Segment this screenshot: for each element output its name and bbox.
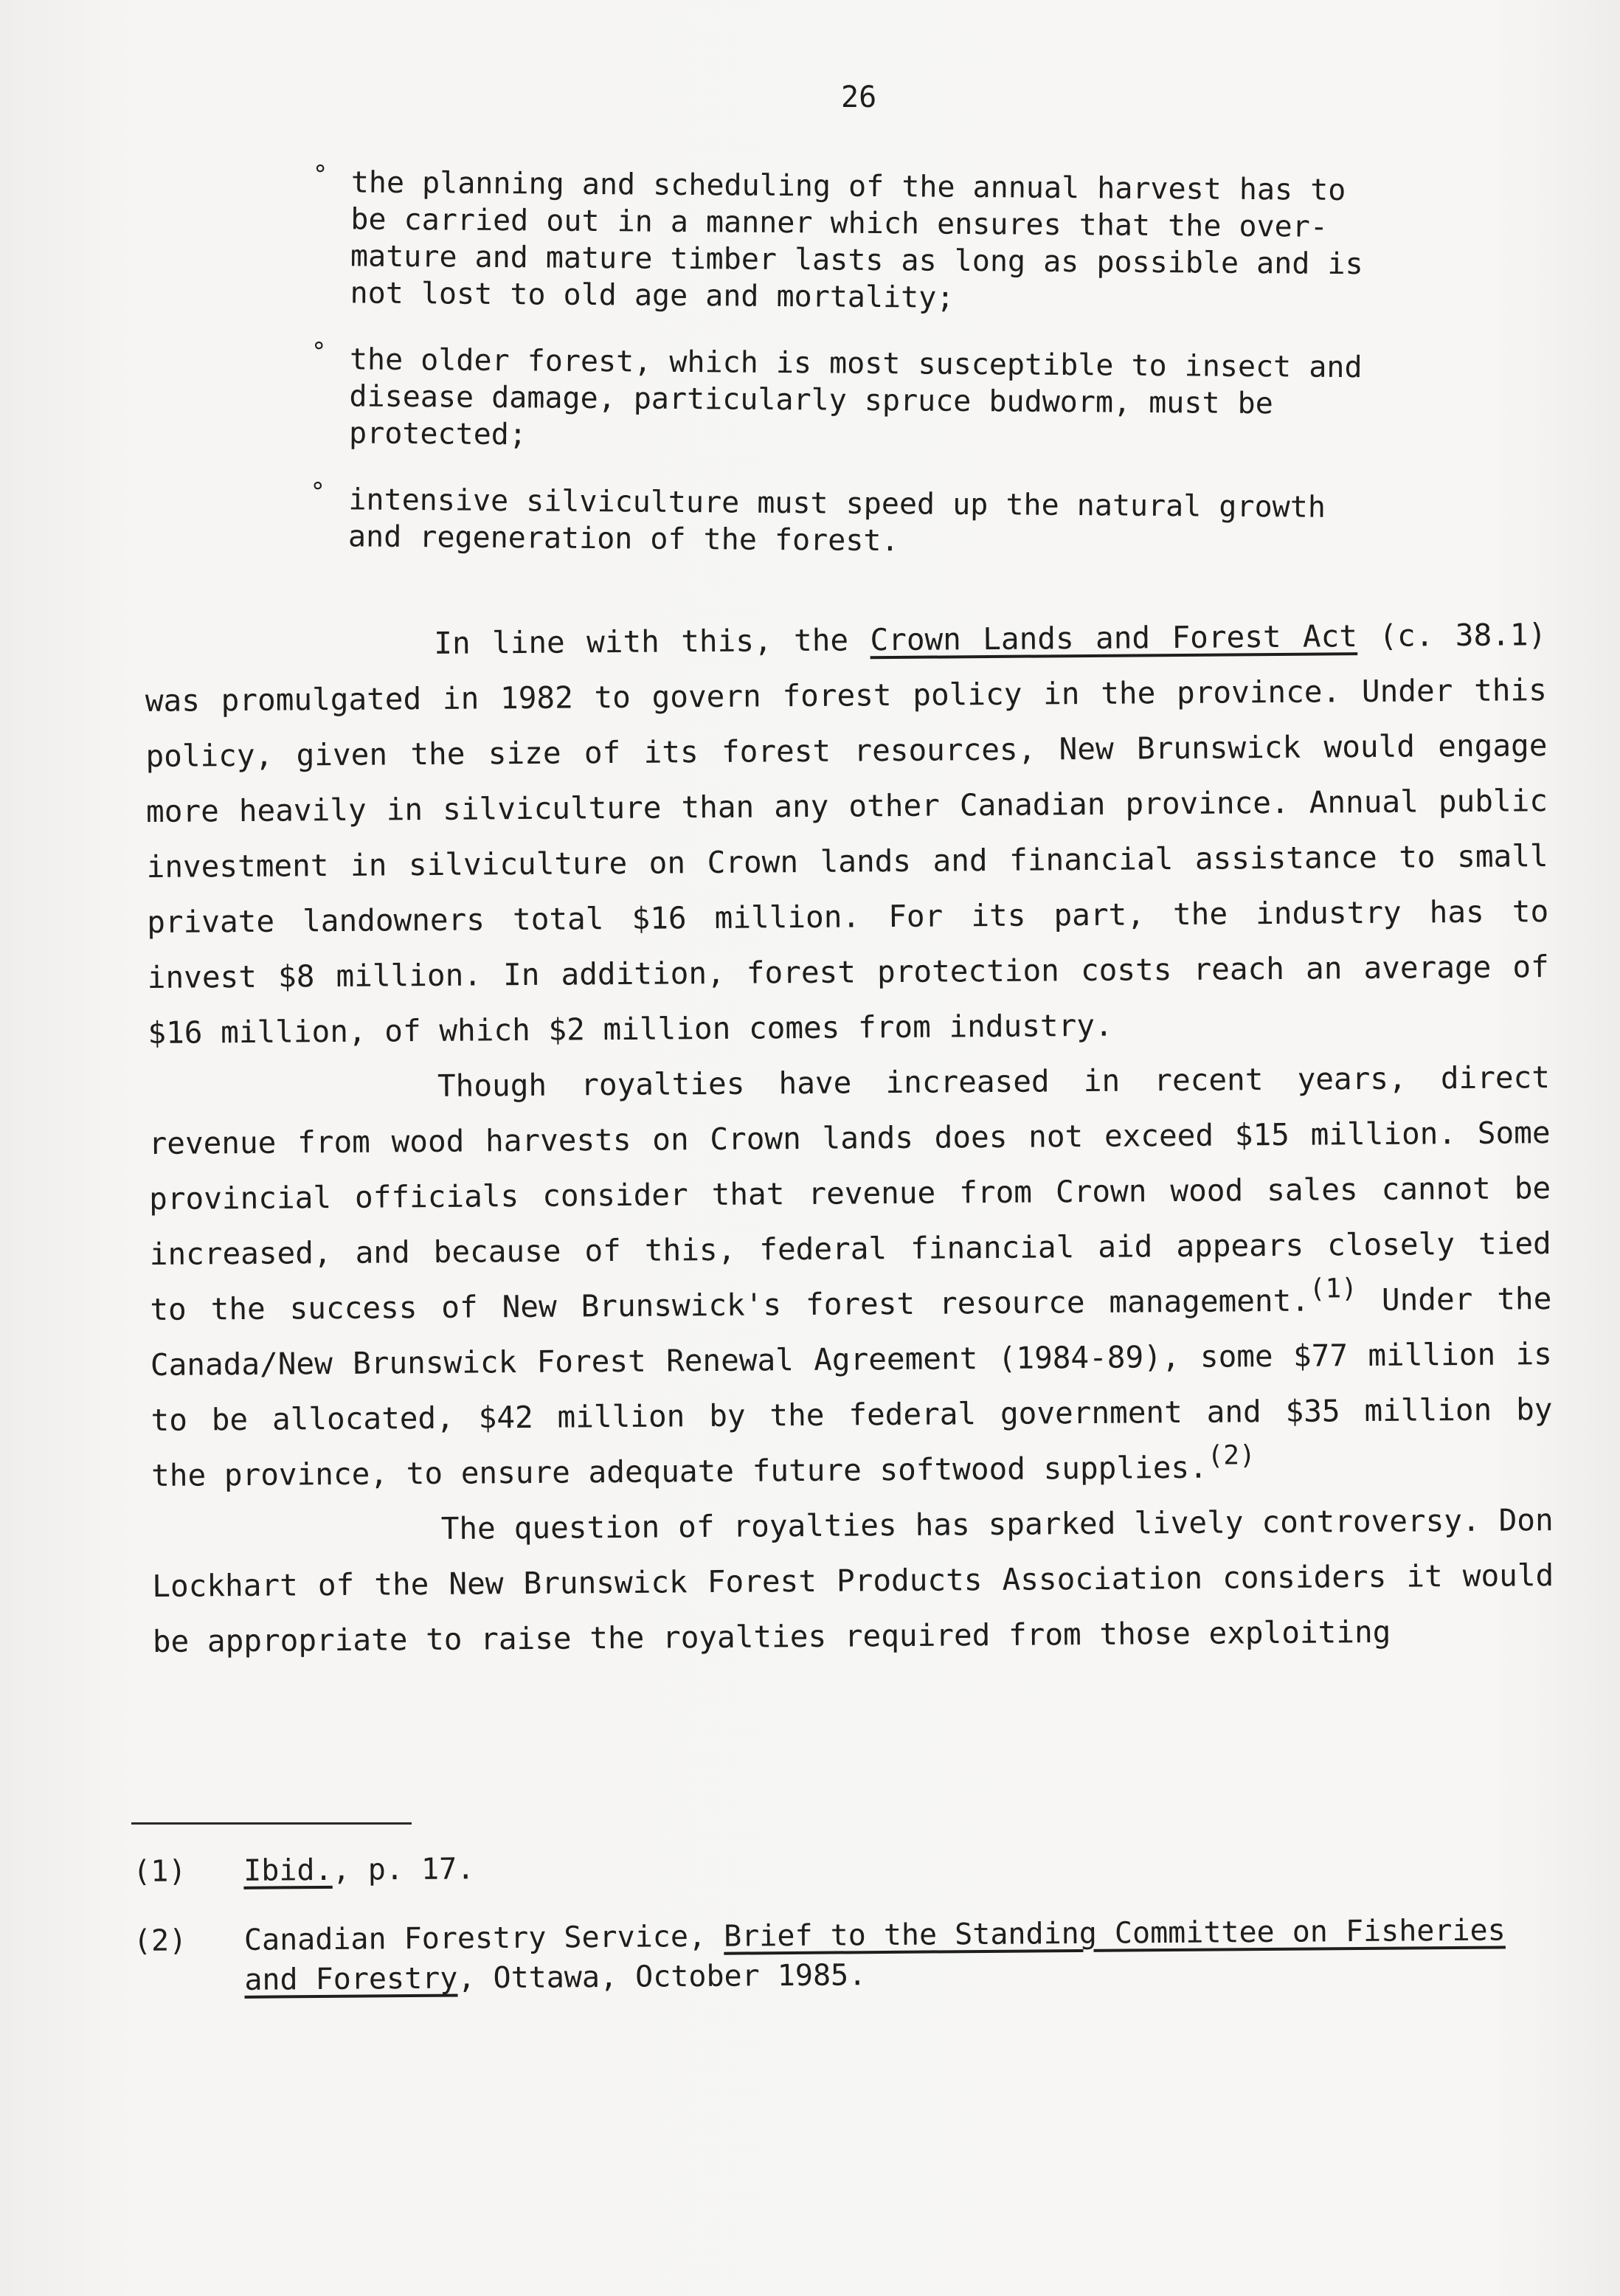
paragraph-crown-lands [145,607,1550,1061]
bullet-item [308,160,1387,319]
bullet-item [307,477,1385,563]
footnote-number: (1) [133,1854,187,1889]
page-number: 26 [841,80,877,114]
body-text [145,607,1554,1670]
paragraph-text: In line with this, the [434,622,870,661]
footnote-divider [131,1822,412,1825]
footnote-title: Brief to the Standing Committee on Fisheries and Forestry [244,1913,1506,1997]
footnote-ref: (1) [1309,1273,1358,1304]
bullet-list [307,160,1387,592]
footnote-item [133,1841,1534,1892]
footnote-text [244,1910,1536,2000]
footnote-item [134,1910,1536,2001]
bullet-text: the older forest, which is most susceptible to insect and disease damage, particularly spruce budworm, must be protected; [348,342,1363,452]
footnote-rest: , Ottawa, October 1985. [457,1958,867,1996]
degree-bullet-icon: ° [310,477,326,508]
footnote-pre: Canadian Forestry Service, [243,1919,724,1957]
footnote-number: (2) [133,1923,187,1958]
bullet-text: intensive silviculture must speed up the natural growth and regeneration of the forest. [347,483,1326,559]
paragraph-text: Under the Canada/New Brunswick Forest Renewal Agreement (1984-89), some $77 million is to be allocated, $42 million by the federal government and $35 million by the province, to ensure adequate future softwood supplies. [150,1281,1553,1493]
footnote-text [243,1841,1534,1891]
paragraph-text: Though royalties have increased in recent years, direct revenue from wood harvests on Crown lands does not exceed $15 million. Some provincial officials consider that revenue from Crown wood sales cannot be increased, and because of this, federal financial aid appears closely tied to the success of New Brunswick's forest resource management. [148,1059,1551,1327]
paragraph-text: (c. 38.1) was promulgated in 1982 to govern forest policy in the province. Under this policy, given the size of its forest resources, New Brunswick would engage more heavily in silviculture than any other Canadian province. Annual public investment in silviculture on Crown lands and financial assistance to small private landowners total $16 million. For its part, the industry has to invest $8 million. In addition, forest protection costs reach an average of $16 million, of which $2 million comes from industry. [145,617,1549,1051]
footnote-rest: , p. 17. [332,1852,475,1887]
footnote-ref: (2) [1207,1440,1256,1471]
act-title: Crown Lands and Forest Act [870,618,1358,658]
degree-bullet-icon: ° [312,160,328,190]
paragraph-controversy [151,1493,1554,1670]
bullet-text: the planning and scheduling of the annual harvest has to be carried out in a manner which ensures that the over-mature and mature timber lasts as long as possible and is not lost to old age and mortality; [350,165,1363,315]
paragraph-text: The question of royalties has sparked lively controversy. Don Lockhart of the New Brunswick Forest Products Association considers it would be appropriate to raise the royalties required from those exploiting [152,1502,1554,1659]
bullet-item [308,337,1385,460]
degree-bullet-icon: ° [311,337,327,367]
footnote-title: Ibid. [243,1853,333,1888]
footnotes [133,1841,1536,2030]
paragraph-royalties [148,1050,1554,1504]
